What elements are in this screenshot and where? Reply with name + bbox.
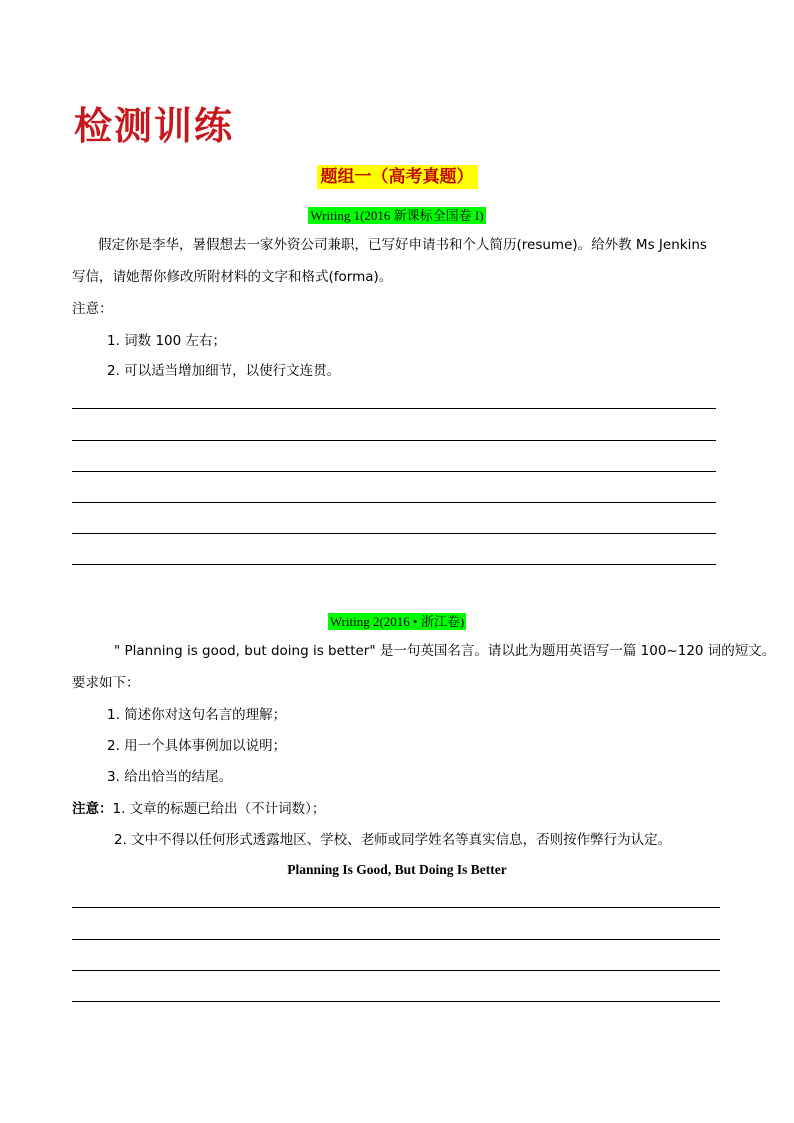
answer-line (72, 502, 716, 503)
answer-line (72, 564, 716, 565)
writing1-heading: Writing 1(2016 新课标全国卷 I) (310, 208, 484, 223)
writing1-note-1: 1. 词数 100 左右； (107, 333, 227, 349)
answer-line (72, 440, 716, 441)
writing1-paragraph-line1: 假定你是李华，暑假想去一家外资公司兼职，已写好申请书和个人简历(resume)。给外教 Ms Jenkins (98, 237, 707, 253)
writing1-note-label: 注意： (72, 301, 113, 317)
answer-line (72, 471, 716, 472)
answer-line (72, 939, 720, 940)
writing1-paragraph-line2: 写信，请她帮你修改所附材料的文字和格式(forma)。 (72, 269, 393, 285)
writing2-note-row (72, 799, 325, 819)
writing2-heading-row (0, 611, 794, 631)
writing2-requirements-label: 要求如下： (72, 675, 140, 691)
answer-line (72, 408, 716, 409)
essay-title: Planning Is Good, But Doing Is Better (287, 862, 507, 877)
page-title: 检测训练 (74, 103, 235, 148)
writing2-note-1: 1. 文章的标题已给出（不计词数）； (112, 801, 326, 817)
group-heading: 题组一（高考真题） (317, 165, 478, 189)
writing2-heading: Writing 2(2016 • 浙江卷) (329, 614, 465, 629)
writing2-requirement-2: 2. 用一个具体事例加以说明； (107, 738, 287, 754)
writing2-note-label: 注意： (72, 801, 113, 817)
writing2-requirement-3: 3. 给出恰当的结尾。 (107, 769, 233, 785)
writing2-requirement-1: 1. 简述你对这句名言的理解； (107, 707, 287, 723)
writing1-heading-row (0, 205, 794, 225)
answer-line (72, 970, 720, 971)
writing2-paragraph-line1: " Planning is good, but doing is better" 是一句英国名言。请以此为题用英语写一篇 100~120 词的短文。 (114, 643, 776, 659)
answer-line (72, 533, 716, 534)
writing2-note-2: 2. 文中不得以任何形式透露地区、学校、老师或同学姓名等真实信息，否则按作弊行为认定。 (114, 832, 672, 848)
answer-line (72, 1001, 720, 1002)
group-heading-row (0, 166, 794, 188)
answer-line (72, 907, 720, 908)
writing1-note-2: 2. 可以适当增加细节，以使行文连贯。 (107, 363, 341, 379)
